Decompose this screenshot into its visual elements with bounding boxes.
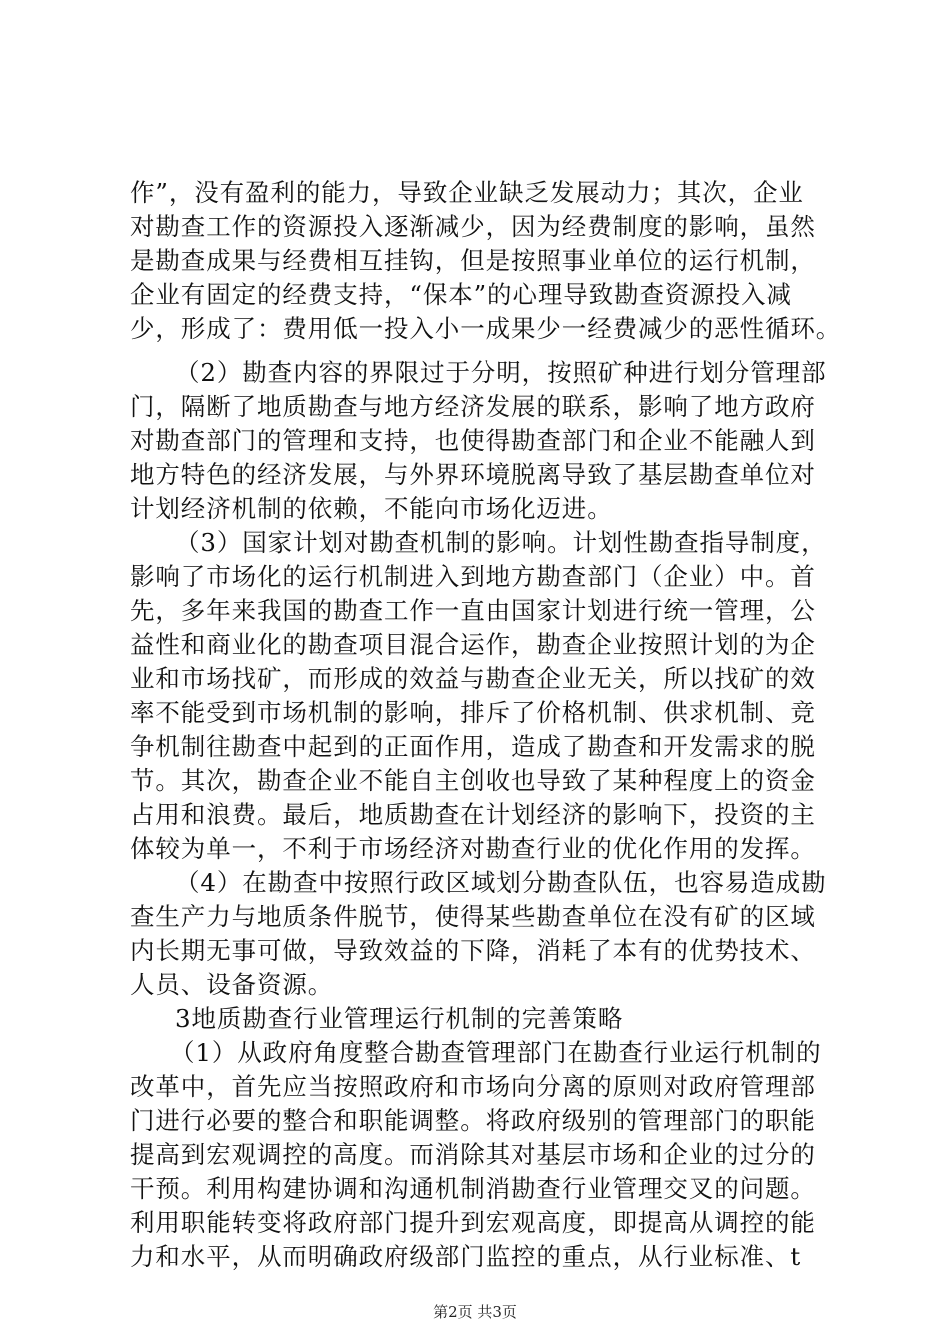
text-line: 影响了市场化的运行机制进入到地方勘查部门（企业）中。首 [130,562,816,591]
text-line: 占用和浪费。最后，地质勘查在计划经济的影响下，投资的主 [130,800,816,829]
text-line: 人员、设备资源。 [130,970,334,999]
text-line: 力和水平，从而明确政府级部门监控的重点，从行业标准、t [130,1242,802,1271]
text-line: 节。其次，勘查企业不能自主创收也导致了某种程度上的资金 [130,766,816,795]
text-line: 干预。利用构建协调和沟通机制消勘查行业管理交叉的问题。 [130,1174,816,1203]
text-line: 率不能受到市场机制的影响，排斥了价格机制、供求机制、竞 [130,698,816,727]
text-line: 内长期无事可做，导致效益的下降，消耗了本有的优势技术、 [130,936,816,965]
text-line: （2）勘查内容的界限过于分明，按照矿种进行划分管理部 [175,358,827,387]
text-line: 地方特色的经济发展，与外界环境脱离导致了基层勘查单位对 [130,460,816,489]
text-line: 查生产力与地质条件脱节，使得某些勘查单位在没有矿的区域 [130,902,816,931]
text-line: 业和市场找矿，而形成的效益与勘查企业无关，所以找矿的效 [130,664,816,693]
text-line: 作”，没有盈利的能力，导致企业缺乏发展动力；其次，企业 [130,178,804,207]
text-line: 改革中，首先应当按照政府和市场向分离的原则对政府管理部 [130,1072,816,1101]
text-line: （3）国家计划对勘查机制的影响。计划性勘查指导制度， [175,528,827,557]
page-footer: 第2页 共3页 [433,1303,517,1321]
text-line: 益性和商业化的勘查项目混合运作，勘查企业按照计划的为企 [130,630,816,659]
text-line: 先，多年来我国的勘查工作一直由国家计划进行统一管理，公 [130,596,816,625]
text-line: （4）在勘查中按照行政区域划分勘查队伍，也容易造成勘 [175,868,827,897]
text-line: （1）从政府角度整合勘查管理部门在勘查行业运行机制的 [170,1038,822,1067]
text-line: 对勘查部门的管理和支持，也使得勘查部门和企业不能融人到 [130,426,816,455]
text-line: 企业有固定的经费支持，“保本”的心理导致勘查资源投入减 [130,280,792,309]
text-line: 门进行必要的整合和职能调整。将政府级别的管理部门的职能 [130,1106,816,1135]
text-line: 体较为单一，不利于市场经济对勘查行业的优化作用的发挥。 [130,834,816,863]
text-line: 门，隔断了地质勘查与地方经济发展的联系，影响了地方政府 [130,392,816,421]
text-line: 计划经济机制的依赖，不能向市场化迈进。 [130,494,613,523]
text-line: 对勘查工作的资源投入逐渐减少，因为经费制度的影响，虽然 [130,212,816,241]
text-line: 提高到宏观调控的高度。而消除其对基层市场和企业的过分的 [130,1140,816,1169]
section-heading: 3地质勘查行业管理运行机制的完善策略 [175,1004,624,1033]
text-line: 争机制往勘查中起到的正面作用，造成了勘查和开发需求的脱 [130,732,816,761]
text-line: 利用职能转变将政府部门提升到宏观高度，即提高从调控的能 [130,1208,816,1237]
text-line: 少，形成了：费用低一投入小一成果少一经费减少的恶性循环。 [130,314,842,343]
text-line: 是勘查成果与经费相互挂钩，但是按照事业单位的运行机制， [130,246,816,275]
